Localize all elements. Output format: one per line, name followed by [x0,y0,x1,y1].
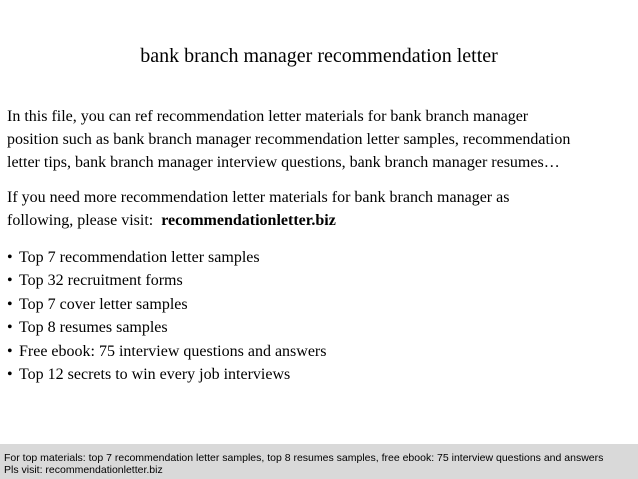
bullet-icon: • [7,249,13,266]
list-item [7,340,635,363]
website-link[interactable]: recommendationletter.biz [161,212,336,229]
more-info-paragraph [7,186,635,232]
list-item [7,269,635,292]
more-info-line: If you need more recommendation letter materials for bank branch manager as [7,189,510,206]
bullet-icon: • [7,365,13,383]
list-item [7,246,635,269]
footer-banner [0,444,638,479]
more-info-line [7,209,635,232]
bullet-icon: • [7,319,13,337]
page-title: bank branch manager recommendation letter [140,45,498,67]
intro-line: position such as bank branch manager recommendation letter samples, recommendation [7,131,571,148]
bullet-icon: • [7,342,13,360]
more-info-prefix: following, please visit: [7,212,162,229]
list-item-text: Top 32 recruitment forms [19,272,183,290]
list-item [7,363,635,386]
footer-line: For top materials: top 7 recommendation letter samples, top 8 resumes samples, free ebook: 75 interview questions and answers [4,452,604,464]
bullet-list [7,246,635,386]
footer-line: Pls visit: recommendationletter.biz [4,464,163,476]
list-item [7,293,635,316]
bullet-icon: • [7,272,13,290]
list-item [7,316,635,339]
list-item-text: Top 7 cover letter samples [19,295,188,313]
list-item-text: Top 7 recommendation letter samples [19,249,260,266]
list-item-text: Top 12 secrets to win every job interviews [19,365,291,383]
intro-paragraph [7,105,635,174]
intro-line: In this file, you can ref recommendation letter materials for bank branch manager [7,108,529,125]
list-item-text: Free ebook: 75 interview questions and answers [19,342,327,360]
list-item-text: Top 8 resumes samples [19,319,168,337]
intro-line: letter tips, bank branch manager interview questions, bank branch manager resumes… [7,154,560,171]
bullet-icon: • [7,295,13,313]
